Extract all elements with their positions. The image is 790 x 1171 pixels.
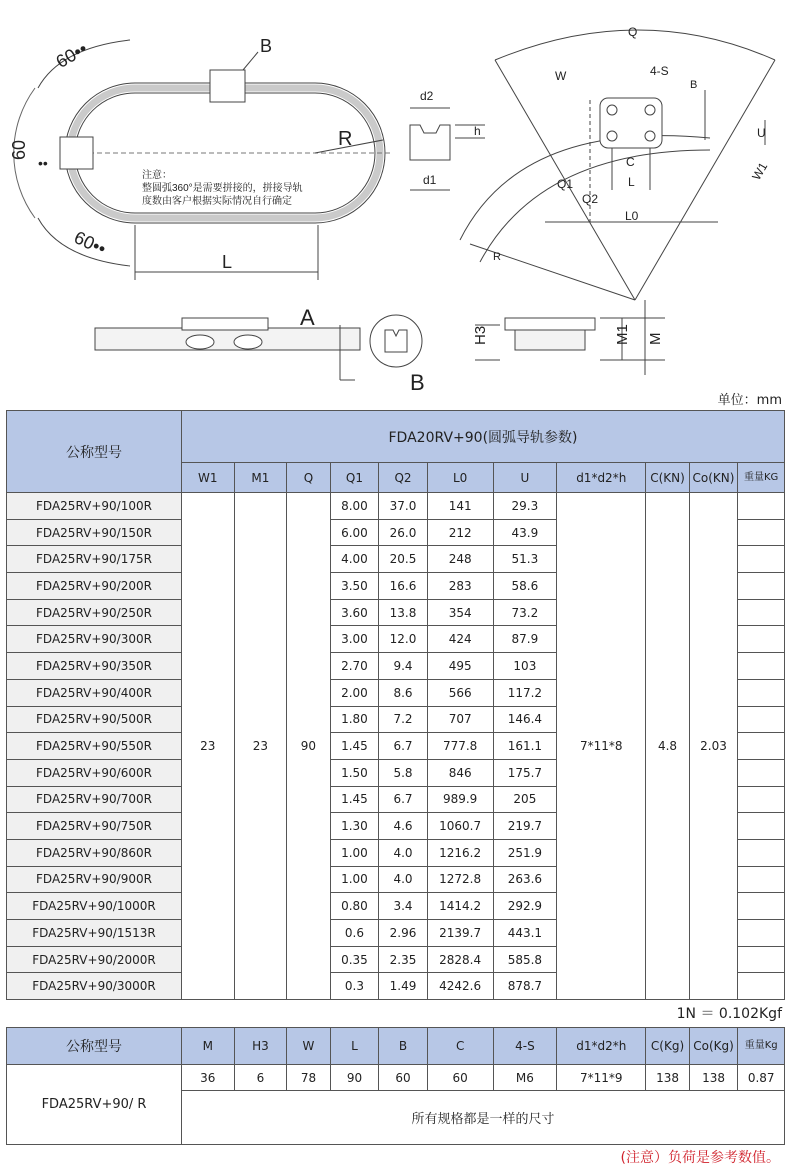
b-dim-label: B [690, 79, 698, 91]
table-cell: 1216.2 [427, 839, 493, 866]
table-cell: FDA25RV+90/200R [7, 573, 182, 600]
table-cell: 60 [379, 1065, 428, 1091]
table-cell: 1272.8 [427, 866, 493, 893]
table-cell: FDA25RV+90/250R [7, 599, 182, 626]
table-cell: 58.6 [493, 573, 557, 600]
block-b-label: B [260, 36, 273, 56]
table-cell: 263.6 [493, 866, 557, 893]
table-cell: 4242.6 [427, 973, 493, 1000]
table-cell [738, 973, 785, 1000]
table-cell: 219.7 [493, 813, 557, 840]
table-cell: 146.4 [493, 706, 557, 733]
column-header: B [379, 1028, 428, 1065]
column-header: W [287, 1028, 331, 1065]
table-cell: 90 [287, 493, 330, 1000]
dot-pair-label: •• [38, 155, 48, 171]
column-header: 4-S [493, 1028, 557, 1065]
table-cell [738, 573, 785, 600]
column-header: Q1 [330, 463, 379, 493]
table-cell: FDA25RV+90/550R [7, 733, 182, 760]
table-cell: 23 [182, 493, 235, 1000]
table-cell: 73.2 [493, 599, 557, 626]
table-cell: 3.60 [330, 599, 379, 626]
q-label: Q [628, 25, 638, 39]
table-cell: 4.8 [646, 493, 689, 1000]
table-cell: 12.0 [379, 626, 428, 653]
footer-note: (注意）负荷是参考数值。 [620, 1150, 780, 1166]
column-header: C [427, 1028, 493, 1065]
table-cell: FDA25RV+90/150R [7, 519, 182, 546]
table-cell: FDA25RV+90/1513R [7, 920, 182, 947]
table-cell [738, 946, 785, 973]
table-cell: FDA25RV+90/700R [7, 786, 182, 813]
table-cell: 3.00 [330, 626, 379, 653]
table-cell: FDA25RV+90/600R [7, 759, 182, 786]
table-cell [738, 866, 785, 893]
table-cell: 283 [427, 573, 493, 600]
table-cell: 707 [427, 706, 493, 733]
table-cell: 6.00 [330, 519, 379, 546]
r-arc-label: R [493, 251, 501, 263]
column-header: Q2 [379, 463, 428, 493]
table-cell: 4.6 [379, 813, 428, 840]
table-cell [738, 706, 785, 733]
column-header: L [330, 1028, 379, 1065]
table-cell: 8.6 [379, 679, 428, 706]
table-cell: 424 [427, 626, 493, 653]
table-row [7, 493, 785, 520]
group-header: FDA20RV+90(圆弧导轨参数) [182, 411, 785, 463]
table-cell: 4.00 [330, 546, 379, 573]
c-label: C [626, 155, 635, 169]
table-cell: 87.9 [493, 626, 557, 653]
column-header: H3 [234, 1028, 287, 1065]
table-cell: 8.00 [330, 493, 379, 520]
table-cell: 3.50 [330, 573, 379, 600]
table-cell: 6.7 [379, 786, 428, 813]
column-header: 重量Kg [738, 1028, 785, 1065]
table-cell [738, 679, 785, 706]
table-cell: 0.3 [330, 973, 379, 1000]
table-cell: 1.00 [330, 839, 379, 866]
block-dimension-table [6, 1027, 785, 1145]
table-cell: FDA25RV+90/1000R [7, 893, 182, 920]
angle-bottom-label: 60•• [71, 227, 110, 260]
table-cell: 1414.2 [427, 893, 493, 920]
column-header: L0 [427, 463, 493, 493]
l-label: L [628, 175, 635, 189]
table-cell: 7*11*8 [557, 493, 646, 1000]
table-cell: 292.9 [493, 893, 557, 920]
table-cell: 36 [182, 1065, 235, 1091]
note-line-1: 整圆弧360°是需要拼接的，拼接导轨 [142, 183, 303, 194]
table-cell [738, 839, 785, 866]
unit-label: 单位：mm [717, 393, 782, 408]
angle-top-label: 60•• [52, 38, 91, 73]
model-header: 公称型号 [7, 411, 182, 493]
table-cell: 585.8 [493, 946, 557, 973]
table-cell: 0.35 [330, 946, 379, 973]
table-cell: 23 [234, 493, 287, 1000]
h-label: h [474, 124, 481, 138]
table-cell: 2828.4 [427, 946, 493, 973]
table-cell: 26.0 [379, 519, 428, 546]
table-cell: 1.30 [330, 813, 379, 840]
table-cell: 51.3 [493, 546, 557, 573]
table-cell [738, 759, 785, 786]
b-big-label: B [410, 370, 425, 390]
table-cell: 354 [427, 599, 493, 626]
q2-label: Q2 [582, 192, 599, 206]
column-header: C(KN) [646, 463, 689, 493]
column-header: U [493, 463, 557, 493]
table-cell: 161.1 [493, 733, 557, 760]
a-label: A [300, 305, 315, 330]
table-cell [738, 733, 785, 760]
table-cell: 175.7 [493, 759, 557, 786]
w1-label: W1 [749, 159, 771, 183]
table-cell: 443.1 [493, 920, 557, 947]
table-cell: 2.35 [379, 946, 428, 973]
table-cell: 205 [493, 786, 557, 813]
table-cell: FDA25RV+90/900R [7, 866, 182, 893]
table-cell: 138 [689, 1065, 738, 1091]
table-cell: 1.45 [330, 733, 379, 760]
table-cell: 37.0 [379, 493, 428, 520]
table-cell [738, 493, 785, 520]
table-cell: 2.70 [330, 653, 379, 680]
table-cell [738, 813, 785, 840]
technical-drawing [0, 0, 790, 390]
w-label: W [555, 69, 567, 83]
column-header: d1*d2*h [557, 463, 646, 493]
table-cell: 3.4 [379, 893, 428, 920]
table-cell: 251.9 [493, 839, 557, 866]
table-cell: 2139.7 [427, 920, 493, 947]
table-cell: 566 [427, 679, 493, 706]
d2-label: d2 [420, 89, 434, 103]
table-cell [738, 599, 785, 626]
table-cell: M6 [493, 1065, 557, 1091]
table-cell: 248 [427, 546, 493, 573]
table-cell: FDA25RV+90/400R [7, 679, 182, 706]
table-cell: 6.7 [379, 733, 428, 760]
note-line-2: 度数由客户根据实际情况自行确定 [142, 196, 292, 207]
table-cell: FDA25RV+90/3000R [7, 973, 182, 1000]
radius-label: R [338, 128, 353, 150]
table-cell: 9.4 [379, 653, 428, 680]
table-cell: 212 [427, 519, 493, 546]
table-cell: FDA25RV+90/750R [7, 813, 182, 840]
table-cell: 0.80 [330, 893, 379, 920]
table-cell: 78 [287, 1065, 331, 1091]
table-cell: 90 [330, 1065, 379, 1091]
table-cell [738, 786, 785, 813]
table-cell [738, 519, 785, 546]
table-cell: 495 [427, 653, 493, 680]
table-cell: 1060.7 [427, 813, 493, 840]
drawing-svg [0, 0, 790, 390]
u-label: U [757, 126, 766, 140]
table-cell [738, 920, 785, 947]
table-cell: 7.2 [379, 706, 428, 733]
table-cell [738, 893, 785, 920]
arc-rail-parameter-table [6, 410, 785, 1000]
table-cell: 777.8 [427, 733, 493, 760]
table-cell: 4.0 [379, 839, 428, 866]
column-header: M [182, 1028, 235, 1065]
table-cell [738, 626, 785, 653]
table-cell [738, 546, 785, 573]
table-cell: 60 [427, 1065, 493, 1091]
table-cell: 1.45 [330, 786, 379, 813]
column-header: W1 [182, 463, 235, 493]
table-cell: 117.2 [493, 679, 557, 706]
table-cell: 138 [646, 1065, 690, 1091]
table-cell: 5.8 [379, 759, 428, 786]
four-s-label: 4-S [650, 64, 669, 78]
table-cell: FDA25RV+90/100R [7, 493, 182, 520]
table-cell: 43.9 [493, 519, 557, 546]
table-cell: 2.03 [689, 493, 738, 1000]
table-cell: 1.50 [330, 759, 379, 786]
table-cell: 7*11*9 [557, 1065, 646, 1091]
table-cell: 29.3 [493, 493, 557, 520]
table-cell: 2.96 [379, 920, 428, 947]
table-cell: 16.6 [379, 573, 428, 600]
l0-label: L0 [625, 209, 639, 223]
table-cell: 0.6 [330, 920, 379, 947]
table-cell: 846 [427, 759, 493, 786]
column-header: 重量KG [738, 463, 785, 493]
column-header: C(Kg) [646, 1028, 690, 1065]
table-cell: 103 [493, 653, 557, 680]
d1-label: d1 [423, 173, 437, 187]
column-header: Co(KN) [689, 463, 738, 493]
table-cell: 1.00 [330, 866, 379, 893]
q1-label: Q1 [557, 177, 574, 191]
table-cell: 141 [427, 493, 493, 520]
table-cell: 2.00 [330, 679, 379, 706]
remark: 所有规格都是一样的尺寸 [182, 1091, 785, 1145]
table-cell: 13.8 [379, 599, 428, 626]
column-header: M1 [234, 463, 287, 493]
table-cell: FDA25RV+90/300R [7, 626, 182, 653]
column-header: d1*d2*h [557, 1028, 646, 1065]
unit-conversion: 1N ＝ 0.102Kgf [676, 1006, 782, 1022]
table-cell: FDA25RV+90/2000R [7, 946, 182, 973]
table-cell: FDA25RV+90/500R [7, 706, 182, 733]
angle-left-label: 60 [9, 139, 29, 160]
table-cell: 1.49 [379, 973, 428, 1000]
table-cell: 4.0 [379, 866, 428, 893]
column-header: Q [287, 463, 330, 493]
table-cell: 0.87 [738, 1065, 785, 1091]
length-label: L [222, 252, 233, 272]
note-title: 注意： [142, 170, 172, 181]
table-cell: 6 [234, 1065, 287, 1091]
table-cell: 20.5 [379, 546, 428, 573]
table-cell: FDA25RV+90/860R [7, 839, 182, 866]
model-header-2: 公称型号 [7, 1028, 182, 1065]
table-cell: 878.7 [493, 973, 557, 1000]
m1-label: M1 [614, 324, 631, 345]
table-cell [738, 653, 785, 680]
h3-label: H3 [472, 325, 489, 345]
table-cell: 1.80 [330, 706, 379, 733]
table-cell: 989.9 [427, 786, 493, 813]
column-header: Co(Kg) [689, 1028, 738, 1065]
m-label: M [647, 332, 664, 345]
table-cell: FDA25RV+90/175R [7, 546, 182, 573]
block-model: FDA25RV+90/ R [7, 1065, 182, 1145]
table-cell: FDA25RV+90/350R [7, 653, 182, 680]
